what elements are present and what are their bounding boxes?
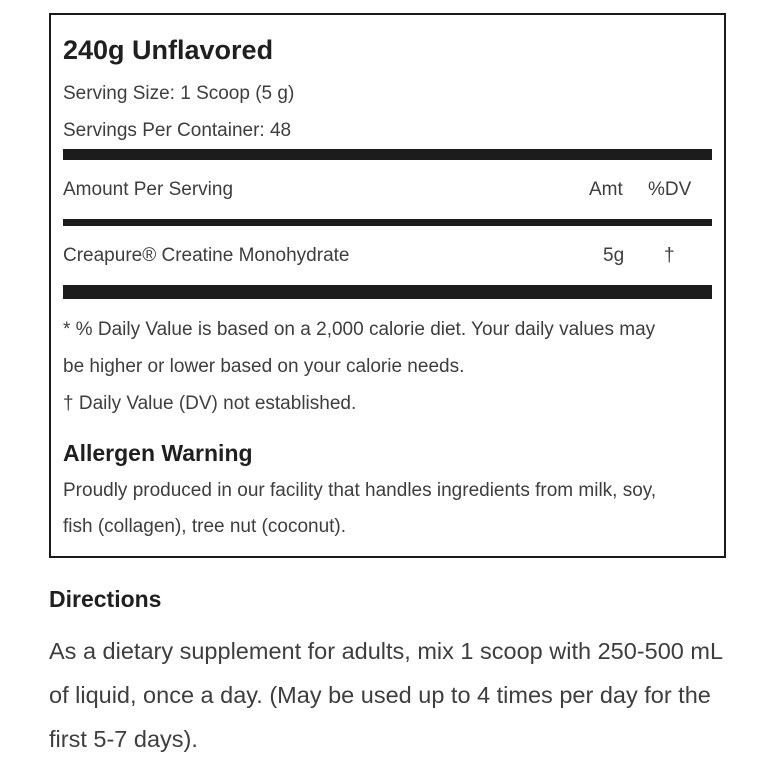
- footnote-line-1: * % Daily Value is based on a 2,000 calorie diet. Your daily values may: [63, 319, 656, 340]
- allergen-warning-title: Allergen Warning: [63, 440, 253, 466]
- ingredient-amount: 5g: [603, 245, 625, 266]
- thick-divider-bottom: [63, 285, 712, 299]
- ingredient-dv: †: [664, 245, 675, 266]
- thick-divider: [63, 149, 712, 160]
- directions-title: Directions: [49, 586, 162, 612]
- servings-per-container: Servings Per Container: 48: [63, 120, 292, 141]
- footnote-line-2: be higher or lower based on your calorie needs.: [63, 356, 465, 377]
- allergen-line-2: fish (collagen), tree nut (coconut).: [63, 516, 347, 537]
- amount-per-serving-header: Amount Per Serving: [63, 179, 234, 200]
- directions-text: As a dietary supplement for adults, mix 1 scoop with 250-500 mL of liquid, once a day. (May be used up to 4 times per day for the first 5-7 days).: [49, 638, 723, 752]
- product-title: 240g Unflavored: [63, 35, 274, 65]
- dv-column-header: %DV: [648, 179, 692, 200]
- dagger-note: † Daily Value (DV) not established.: [63, 393, 357, 414]
- ingredient-name: Creapure® Creatine Monohydrate: [63, 245, 350, 266]
- serving-size: Serving Size: 1 Scoop (5 g): [63, 83, 295, 104]
- supplement-facts-panel: [49, 13, 726, 558]
- medium-divider: [63, 219, 712, 226]
- amt-column-header: Amt: [589, 179, 623, 200]
- allergen-line-1: Proudly produced in our facility that handles ingredients from milk, soy,: [63, 480, 657, 501]
